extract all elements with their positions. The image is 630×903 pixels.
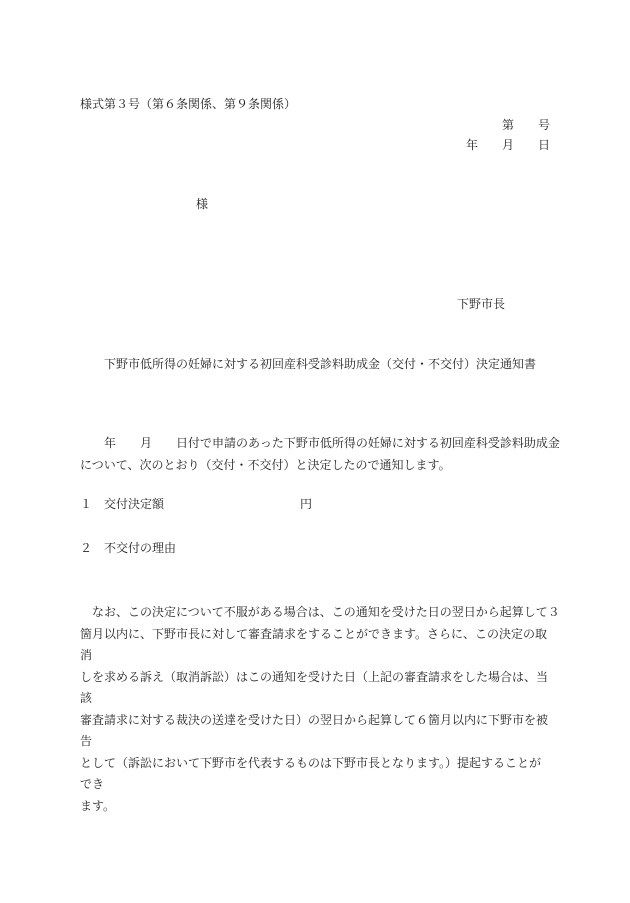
- document-title: 下野市低所得の妊婦に対する初回産科受診料助成金（交付・不交付）決定通知書: [104, 357, 537, 371]
- document-date: 年 月 日: [465, 138, 550, 152]
- recipient-suffix: 様: [196, 197, 209, 211]
- intro-line-2: について、次のとおり（交付・不交付）と決定したので通知します。: [80, 457, 451, 472]
- notice-line-6: ます。: [80, 798, 116, 813]
- notice-paragraph: [80, 602, 560, 817]
- form-label: 様式第３号（第６条関係、第９条関係）: [80, 97, 297, 111]
- item-2-label: ２ 不交付の理由: [80, 541, 177, 555]
- notice-line-4: 審査請求に対する裁決の送達を受けた日）の翌日から起算して６箇月以内に下野市を被告: [80, 712, 549, 748]
- intro-paragraph: [80, 433, 560, 476]
- notice-line-2: 箇月以内に、下野市長に対して審査請求をすることができます。さらに、この決定の取消: [80, 626, 548, 662]
- item-1-unit: 円: [300, 497, 313, 511]
- notice-line-5: として（訴訟において下野市を代表するものは下野市長となります。）提起することができ: [80, 755, 542, 791]
- issuer-name: 下野市長: [457, 297, 506, 311]
- notice-line-1: なお、この決定について不服がある場合は、この通知を受けた日の翌日から起算して３: [80, 605, 560, 619]
- item-1-label: １ 交付決定額: [80, 497, 165, 511]
- notice-line-3: しを求める訴え（取消訴訟）はこの通知を受けた日（上記の審査請求をした場合は、当該: [80, 669, 549, 705]
- intro-line-1: 年 月 日付で申請のあった下野市低所得の妊婦に対する初回産科受診料助成金: [80, 436, 560, 450]
- document-number: 第 号: [501, 118, 550, 132]
